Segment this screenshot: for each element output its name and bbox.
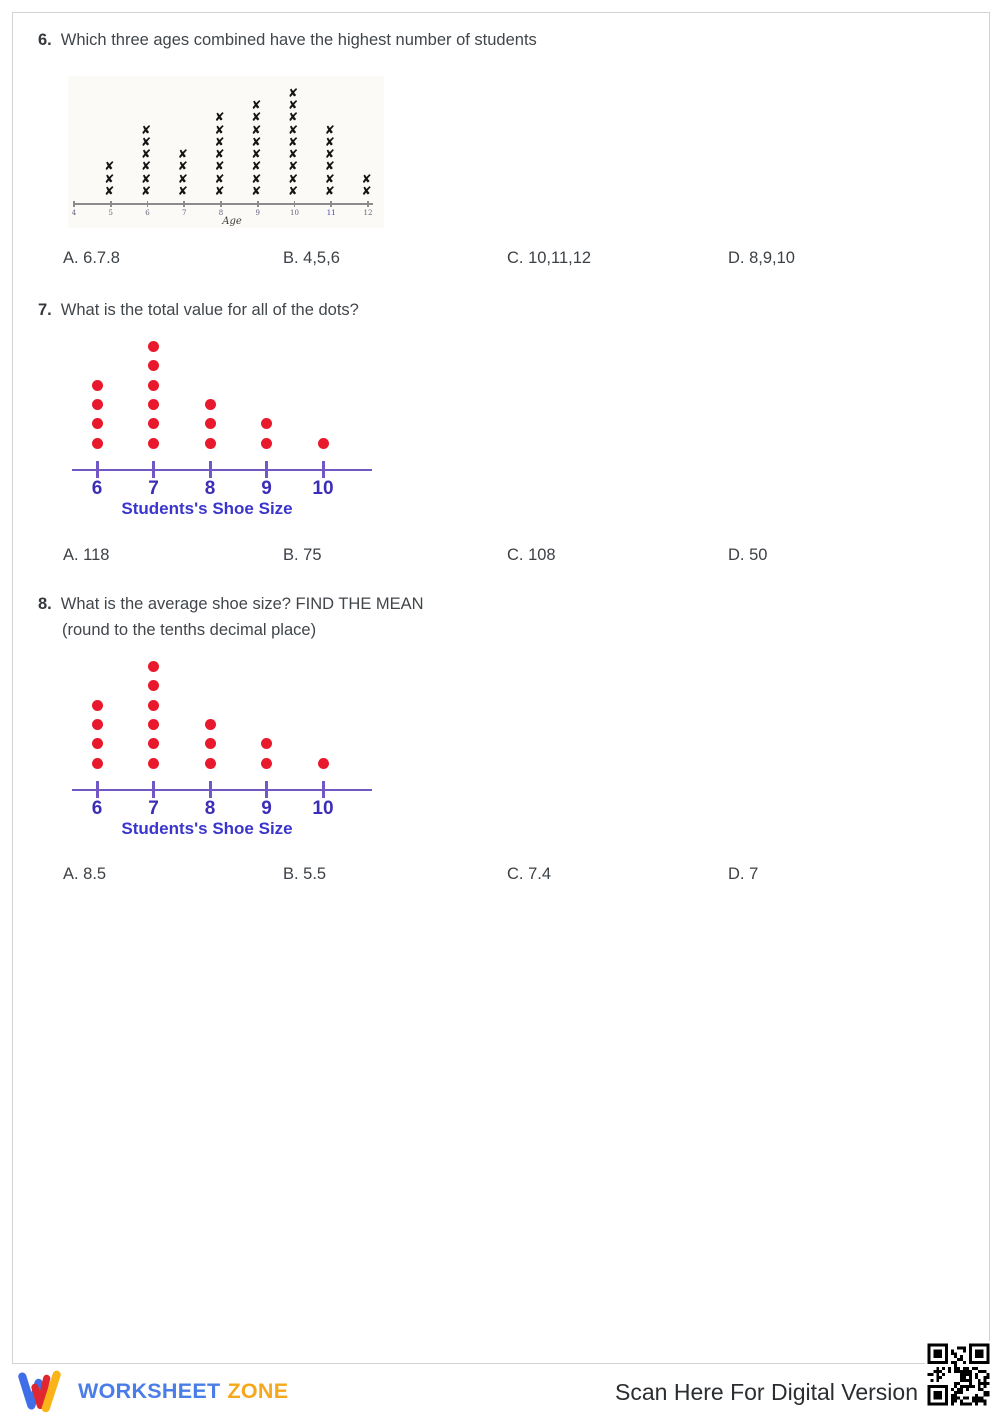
question-7-option-a: A. 118 (63, 546, 110, 564)
x-mark: ✘ (177, 147, 188, 162)
x-mark: ✘ (251, 134, 262, 149)
shoe-axis-title: Students's Shoe Size (121, 499, 293, 518)
x-mark: ✘ (251, 147, 262, 162)
shoe-axis-tick-label: 10 (312, 798, 334, 819)
x-mark: ✘ (104, 159, 115, 174)
question-6-text: Which three ages combined have the highest number of students (60, 31, 537, 49)
data-dot (92, 719, 103, 730)
question-7-text: What is the total value for all of the dots? (60, 301, 359, 319)
x-mark: ✘ (141, 159, 152, 174)
data-dot (205, 399, 216, 410)
shoe-axis-title: Students's Shoe Size (121, 819, 293, 838)
question-8-number: 8. (38, 595, 52, 613)
data-dot (92, 418, 103, 429)
question-8-option-d: D. 7 (728, 865, 759, 883)
x-mark: ✘ (288, 85, 299, 100)
x-mark: ✘ (251, 122, 262, 137)
x-mark: ✘ (324, 171, 335, 186)
data-dot (318, 438, 329, 449)
question-7-option-d: D. 50 (728, 546, 768, 564)
shoe-axis-tick-label: 7 (148, 798, 159, 819)
shoe-axis-tick-label: 10 (312, 478, 334, 499)
question-6-option-b: B. 4,5,6 (283, 249, 340, 267)
data-dot (92, 438, 103, 449)
x-axis-tick-label: 10 (290, 209, 299, 217)
data-dot (205, 719, 216, 730)
shoe-axis-tick-label: 7 (148, 478, 159, 499)
question-7-header (38, 301, 359, 320)
x-mark: ✘ (251, 171, 262, 186)
data-dot (261, 438, 272, 449)
data-dot (148, 418, 159, 429)
question-8-option-b: B. 5.5 (283, 865, 327, 883)
x-mark: ✘ (361, 184, 372, 198)
shoe-axis-tick-label: 6 (91, 478, 103, 499)
shoe-axis-tick-label: 6 (91, 798, 103, 819)
question-8-header (38, 595, 424, 614)
x-mark: ✘ (324, 159, 335, 174)
question-6-header (38, 31, 537, 50)
x-mark: ✘ (104, 171, 115, 186)
x-mark: ✘ (214, 110, 225, 125)
question-6-option-c: C. 10,11,12 (507, 249, 592, 267)
x-mark: ✘ (141, 134, 152, 149)
x-mark: ✘ (141, 184, 152, 198)
data-dot (205, 738, 216, 749)
data-dot (148, 700, 159, 711)
x-mark: ✘ (214, 122, 225, 137)
x-mark: ✘ (288, 147, 299, 162)
age-x-dot-plot (68, 76, 384, 228)
question-7-number: 7. (38, 301, 52, 319)
data-dot (148, 758, 159, 769)
question-6-number: 6. (38, 31, 52, 49)
x-axis-tick-label: 11 (326, 209, 336, 217)
scan-here-text: Scan Here For Digital Version (615, 1379, 918, 1405)
question-8-text-line2: (round to the tenths decimal place) (62, 621, 317, 639)
x-mark: ✘ (214, 159, 225, 174)
worksheetzone-logo-icon (16, 1368, 72, 1414)
x-axis-tick-label: 8 (218, 209, 224, 217)
x-mark: ✘ (251, 97, 262, 112)
data-dot (205, 418, 216, 429)
data-dot (92, 758, 103, 769)
data-dot (148, 680, 159, 691)
question-6-option-a: A. 6.7.8 (63, 249, 120, 267)
x-mark: ✘ (288, 122, 299, 137)
shoe-size-dot-plot-1 (70, 336, 376, 532)
x-mark: ✘ (288, 97, 299, 112)
x-axis-tick-label: 12 (363, 209, 373, 217)
x-mark: ✘ (177, 184, 188, 198)
data-dot (92, 700, 103, 711)
data-dot (148, 738, 159, 749)
question-7-option-c: C. 108 (507, 546, 556, 564)
logo-word-zone: ZONE (227, 1378, 289, 1403)
question-7-option-b: B. 75 (283, 546, 322, 564)
x-mark: ✘ (324, 147, 335, 162)
data-dot (205, 438, 216, 449)
x-mark: ✘ (288, 159, 299, 174)
shoe-axis-tick-label: 9 (261, 798, 272, 819)
x-mark: ✘ (177, 159, 188, 174)
x-mark: ✘ (214, 147, 225, 162)
question-8-text: What is the average shoe size? FIND THE MEAN (60, 595, 424, 613)
x-mark: ✘ (288, 134, 299, 149)
x-mark: ✘ (324, 122, 335, 137)
x-axis-tick-label: 6 (145, 209, 150, 217)
x-mark: ✘ (104, 184, 115, 198)
data-dot (148, 341, 159, 352)
x-mark: ✘ (214, 184, 225, 198)
question-8-option-c: C. 7.4 (507, 865, 552, 883)
data-dot (148, 360, 159, 371)
question-6-option-d: D. 8,9,10 (728, 249, 795, 267)
data-dot (261, 738, 272, 749)
data-dot (148, 661, 159, 672)
qr-code (925, 1341, 992, 1408)
worksheetzone-logo (16, 1367, 288, 1415)
x-mark: ✘ (251, 159, 262, 174)
x-mark: ✘ (324, 134, 335, 149)
data-dot (148, 719, 159, 730)
data-dot (148, 380, 159, 391)
data-dot (318, 758, 329, 769)
question-7-options (0, 546, 1000, 568)
data-dot (148, 438, 159, 449)
data-dot (92, 380, 103, 391)
shoe-axis-tick-label: 9 (261, 478, 272, 499)
x-mark: ✘ (214, 171, 225, 186)
x-mark: ✘ (141, 147, 152, 162)
data-dot (92, 738, 103, 749)
logo-word-worksheet: WORKSHEET (78, 1378, 221, 1403)
x-mark: ✘ (251, 110, 262, 125)
x-mark: ✘ (141, 122, 152, 137)
data-dot (261, 758, 272, 769)
question-6-options (0, 249, 1000, 271)
data-dot (92, 399, 103, 410)
data-dot (261, 418, 272, 429)
shoe-axis-tick-label: 8 (204, 798, 216, 819)
x-mark: ✘ (141, 171, 152, 186)
x-mark: ✘ (324, 184, 335, 198)
x-mark: ✘ (288, 110, 299, 125)
question-8-option-a: A. 8.5 (63, 865, 107, 883)
x-axis-tick-label: 7 (182, 209, 187, 217)
question-8-options (0, 865, 1000, 887)
shoe-axis-tick-label: 8 (204, 478, 216, 499)
x-mark: ✘ (251, 184, 262, 198)
x-axis-title: Age (222, 216, 242, 227)
x-axis-tick-label: 5 (108, 209, 113, 217)
x-axis-tick-label: 9 (255, 209, 260, 217)
shoe-size-dot-plot-2 (70, 656, 376, 852)
x-mark: ✘ (177, 171, 188, 186)
x-mark: ✘ (288, 184, 299, 198)
x-mark: ✘ (361, 171, 372, 186)
x-mark: ✘ (288, 171, 299, 186)
data-dot (148, 399, 159, 410)
x-axis-tick-label: 4 (71, 209, 77, 217)
data-dot (205, 758, 216, 769)
x-mark: ✘ (214, 134, 225, 149)
